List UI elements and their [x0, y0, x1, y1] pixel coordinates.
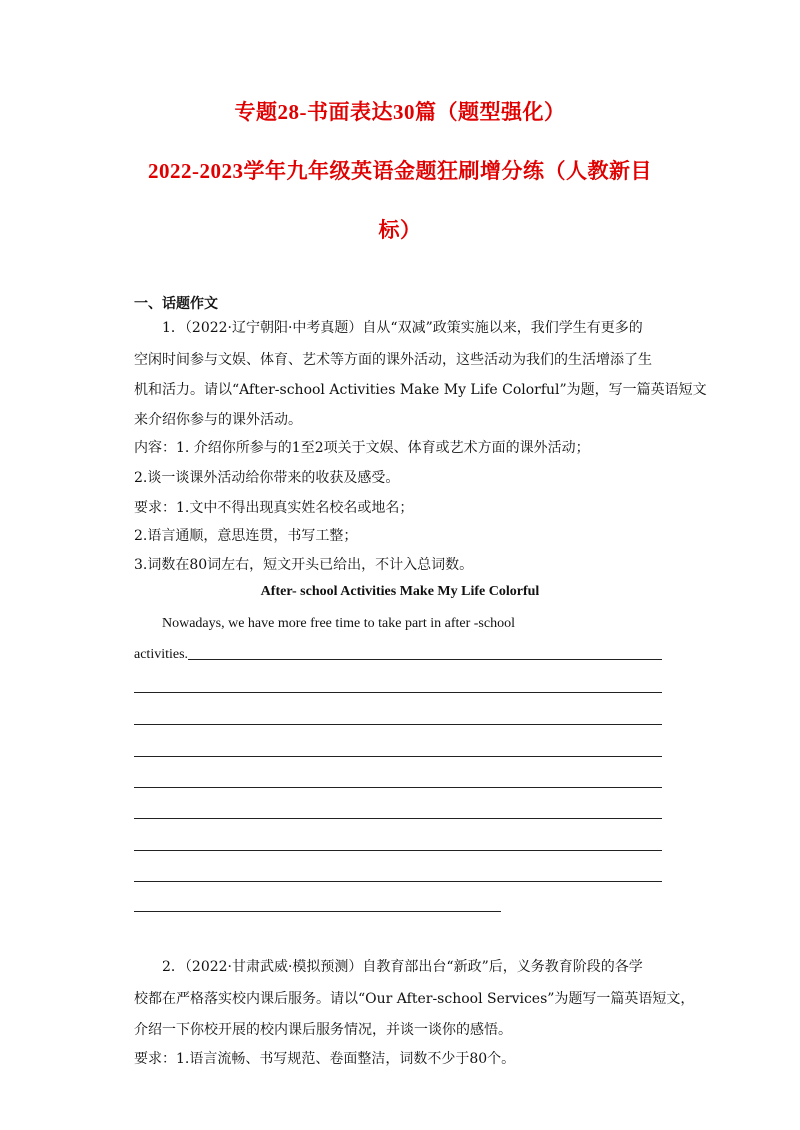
- document-title-line-1: 专题28-书面表达30篇（题型强化）: [234, 100, 566, 124]
- q2-prompt-line-1: 2．（2022·甘肃武威·模拟预测）自教育部出台“新政”后，义务教育阶段的各学: [162, 959, 643, 975]
- q2-requirement-1: 要求：1.语言流畅、书写规范、卷面整洁，词数不少于80个。: [134, 1051, 516, 1067]
- q2-prompt-line-2: 校都在严格落实校内课后服务。请以“Our After-school Services”为题写一篇英语短文，: [134, 991, 695, 1007]
- q1-content-1: 内容：1. 介绍你所参与的1至2项关于文娱、体育或艺术方面的课外活动；: [134, 440, 590, 456]
- section-heading: 一、话题作文: [134, 296, 218, 312]
- answer-line[interactable]: [134, 818, 662, 819]
- answer-line[interactable]: [134, 881, 662, 882]
- q1-prompt-line-4: 来介绍你参与的课外活动。: [134, 412, 302, 428]
- q1-content-2: 2.谈一谈课外活动给你带来的收获及感受。: [134, 470, 400, 486]
- answer-line[interactable]: [134, 787, 662, 788]
- answer-line[interactable]: [134, 724, 662, 725]
- q1-prompt-line-2: 空闲时间参与文娱、体育、艺术等方面的课外活动，这些活动为我们的生活增添了生: [134, 352, 652, 368]
- answer-line[interactable]: [188, 659, 662, 660]
- q1-essay-start-line-2: activities.: [134, 647, 189, 662]
- q2-prompt-line-3: 介绍一下你校开展的校内课后服务情况，并谈一谈你的感悟。: [134, 1022, 512, 1038]
- answer-line[interactable]: [134, 756, 662, 757]
- q1-requirement-3: 3.词数在80词左右，短文开头已给出，不计入总词数。: [134, 557, 474, 573]
- q1-essay-start-line-1: Nowadays, we have more free time to take part in after -school: [162, 616, 515, 631]
- q1-prompt-line-3: 机和活力。请以“After-school Activities Make My Life Colorful”为题，写一篇英语短文: [134, 382, 707, 398]
- q1-requirement-2: 2.语言通顺，意思连贯，书写工整；: [134, 528, 358, 544]
- document-title-line-2: 2022-2023学年九年级英语金题狂刷增分练（人教新目: [148, 159, 652, 183]
- document-title-line-3: 标）: [378, 218, 422, 242]
- q1-essay-title: After- school Activities Make My Life Colorful: [260, 584, 540, 599]
- answer-line[interactable]: [134, 911, 501, 912]
- q1-prompt-line-1: 1．（2022·辽宁朝阳·中考真题）自从“双减”政策实施以来，我们学生有更多的: [162, 320, 643, 336]
- answer-line[interactable]: [134, 692, 662, 693]
- answer-line[interactable]: [134, 850, 662, 851]
- q1-requirement-1: 要求：1.文中不得出现真实姓名校名或地名；: [134, 500, 414, 516]
